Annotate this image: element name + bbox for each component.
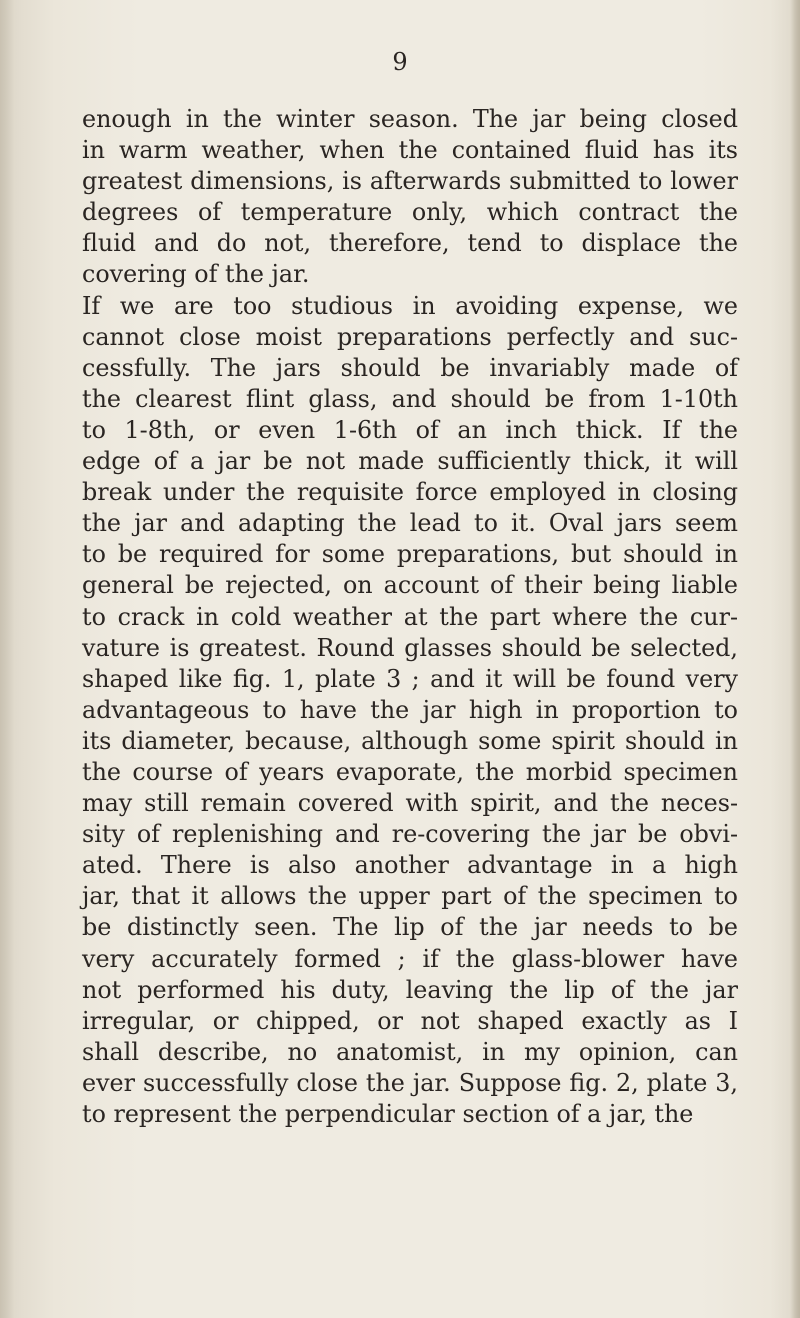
text-line: to 1-8th, or even 1-6th of an inch thick. If the	[82, 415, 738, 444]
text-line: jar, that it allows the upper part of the specimen to	[82, 882, 738, 911]
text-line: irregular, or chipped, or not shaped exactly as I	[82, 1006, 738, 1035]
text-line: If we are too studious in avoiding expense, we	[82, 291, 738, 320]
text-line: cessfully. The jars should be invariably made of	[82, 353, 738, 382]
page-edge-shadow	[790, 0, 800, 1318]
text-line: degrees of temperature only, which contract the	[82, 198, 738, 227]
text-line: advantageous to have the jar high in proportion to	[82, 695, 738, 724]
text-line: shaped like fig. 1, plate 3 ; and it will be found very	[82, 664, 738, 693]
text-line: may still remain covered with spirit, and the neces-	[82, 789, 738, 818]
text-line: ever successfully close the jar. Suppose fig. 2, plate 3,	[82, 1068, 738, 1097]
text-line: the jar and adapting the lead to it. Oval jars seem	[82, 509, 738, 538]
text-line: be distinctly seen. The lip of the jar needs to be	[82, 913, 738, 942]
page-gutter-shadow	[0, 0, 14, 1318]
text-line: shall describe, no anatomist, in my opinion, can	[82, 1037, 738, 1066]
body-text	[82, 104, 738, 1130]
text-line: the clearest flint glass, and should be from 1-10th	[82, 384, 738, 413]
text-line: sity of replenishing and re-covering the jar be obvi-	[82, 820, 738, 849]
text-line: vature is greatest. Round glasses should be selected,	[82, 633, 738, 662]
text-line: covering of the jar.	[82, 260, 310, 289]
text-line: in warm weather, when the contained fluid has its	[82, 136, 738, 165]
page-number: 9	[392, 48, 408, 76]
text-line: ated. There is also another advantage in a high	[82, 851, 738, 880]
text-line: cannot close moist preparations perfectly and suc-	[82, 322, 738, 351]
text-line: edge of a jar be not made sufficiently thick, it will	[82, 447, 738, 476]
text-line: greatest dimensions, is afterwards submitted to lower	[82, 167, 738, 196]
text-line: enough in the winter season. The jar being closed	[82, 105, 738, 133]
text-line: to be required for some preparations, but should in	[82, 540, 738, 569]
text-line: its diameter, because, although some spirit should in	[82, 726, 738, 755]
text-line: general be rejected, on account of their being liable	[82, 571, 738, 600]
text-line: the course of years evaporate, the morbid specimen	[82, 757, 738, 786]
text-line: fluid and do not, therefore, tend to displace the	[82, 229, 738, 258]
text-line: to crack in cold weather at the part where the cur-	[82, 602, 738, 631]
text-line: not performed his duty, leaving the lip of the jar	[82, 975, 738, 1004]
text-line: very accurately formed ; if the glass-blower have	[82, 944, 738, 973]
text-line: break under the requisite force employed in closing	[82, 478, 738, 507]
text-line: to represent the perpendicular section of a jar, the	[82, 1100, 694, 1128]
